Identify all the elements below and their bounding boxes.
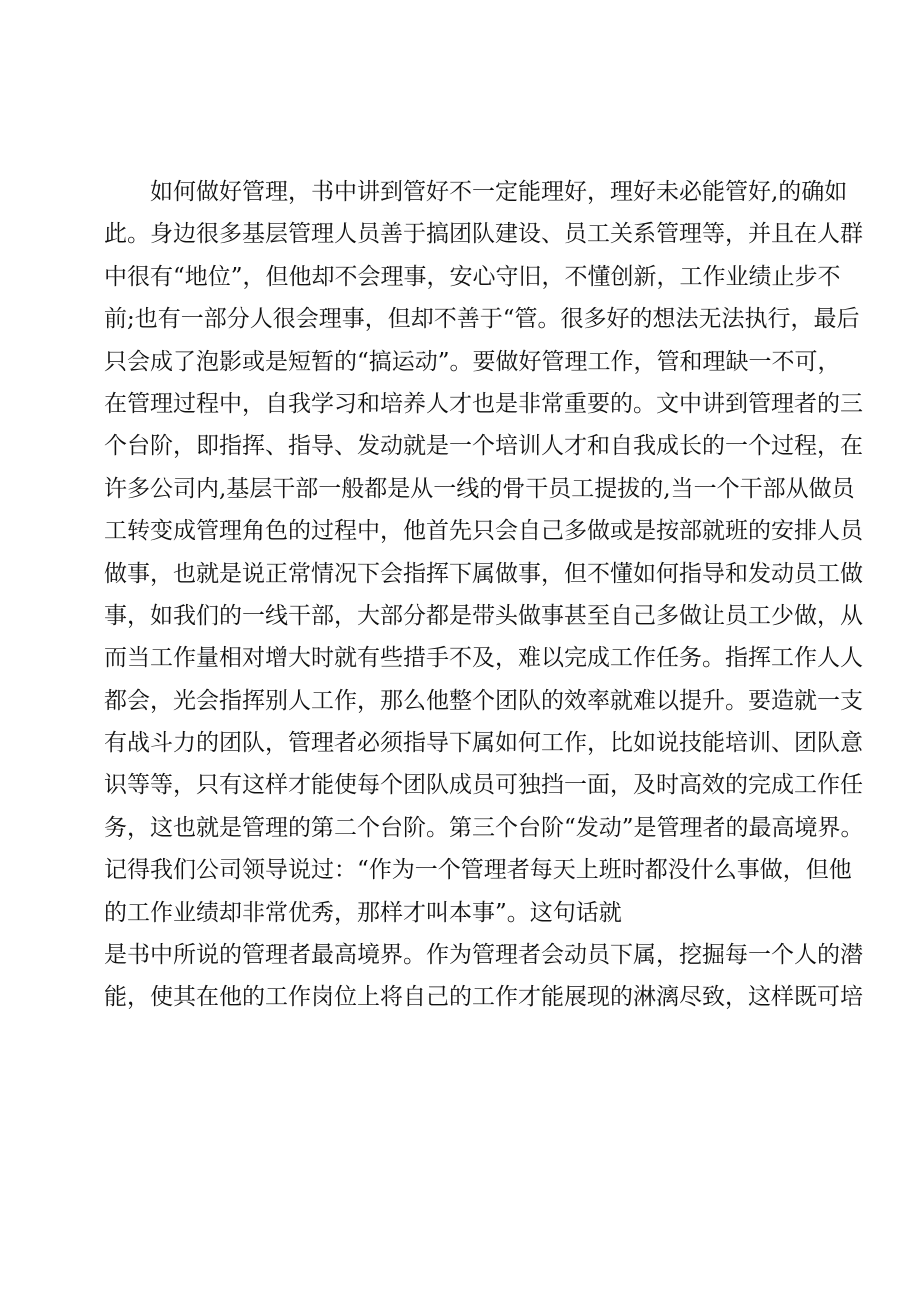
text-line-14: 有战斗力的团队，管理者必须指导下属如何工作，比如说技能培训、团队意 xyxy=(104,730,863,757)
text-line-7: 个台阶，即指挥、指导、发动就是一个培训人才和自我成长的一个过程，在 xyxy=(104,433,863,460)
text-line-17: 记得我们公司领导说过：“作为一个管理者每天上班时都没什么事做，但他 xyxy=(104,857,852,884)
text-line-16: 务，这也就是管理的第二个台阶。第三个台阶“发动”是管理者的最高境界。 xyxy=(104,814,864,841)
text-line-11: 事，如我们的一线干部，大部分都是带头做事甚至自己多做让员工少做，从 xyxy=(104,602,863,629)
text-line-18: 的工作业绩却非常优秀，那样才叫本事”。这句话就 xyxy=(104,899,622,926)
text-line-6: 在管理过程中，自我学习和培养人才也是非常重要的。文中讲到管理者的三 xyxy=(104,390,863,417)
text-line-5: 只会成了泡影或是短暂的“搞运动”。要做好管理工作，管和理缺一不可， xyxy=(104,348,841,375)
text-line-20: 能，使其在他的工作岗位上将自己的工作才能展现的淋漓尽致，这样既可培 xyxy=(104,984,863,1011)
text-line-15: 识等等，只有这样才能使每个团队成员可独挡一面，及时高效的完成工作任 xyxy=(104,772,863,799)
text-line-1: 如何做好管理，书中讲到管好不一定能理好，理好未必能管好,的确如 xyxy=(150,179,848,205)
text-line-13: 都会，光会指挥别人工作，那么他整个团队的效率就难以提升。要造就一支 xyxy=(104,687,863,714)
text-line-9: 工转变成管理角色的过程中，他首先只会自己多做或是按部就班的安排人员 xyxy=(104,518,863,545)
text-line-2: 此。身边很多基层管理人员善于搞团队建设、员工关系管理等，并且在人群 xyxy=(104,221,863,248)
text-line-4: 前;也有一部分人很会理事，但却不善于“管。很多好的想法无法执行，最后 xyxy=(104,306,860,333)
text-line-10: 做事，也就是说正常情况下会指挥下属做事，但不懂如何指导和发动员工做 xyxy=(104,560,863,587)
text-line-3: 中很有“地位”，但他却不会理事，安心守旧，不懂创新，工作业绩止步不 xyxy=(104,263,841,290)
text-line-8: 许多公司内,基层干部一般都是从一线的骨干员工提拔的,当一个干部从做员 xyxy=(104,475,855,502)
text-line-12: 而当工作量相对增大时就有些措手不及，难以完成工作任务。指挥工作人人 xyxy=(104,645,863,672)
body-paragraph xyxy=(104,171,864,1019)
text-line-19: 是书中所说的管理者最高境界。作为管理者会动员下属，挖掘每一个人的潜 xyxy=(104,942,863,969)
